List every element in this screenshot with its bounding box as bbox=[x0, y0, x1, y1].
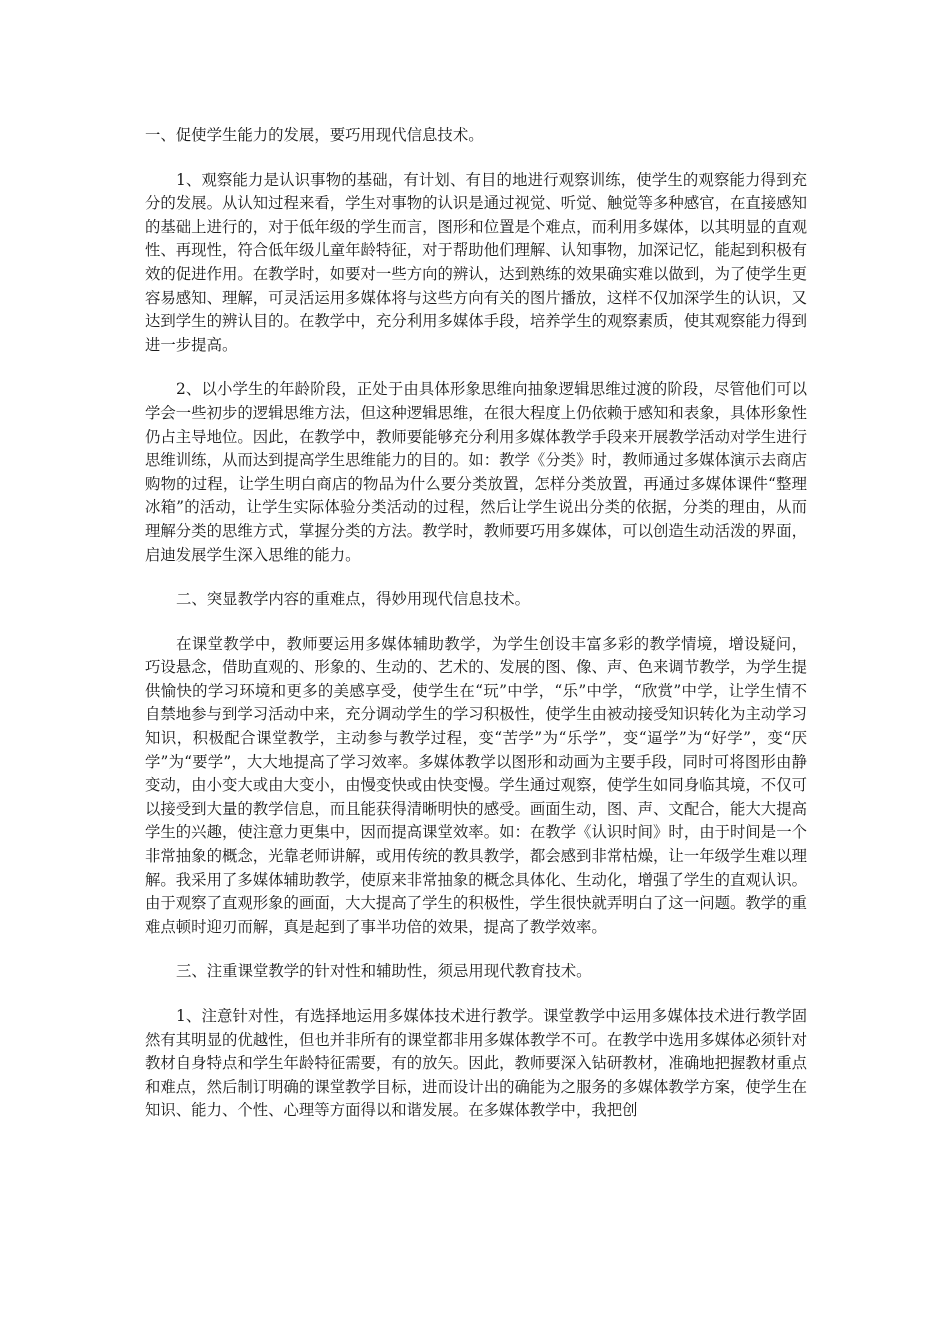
section-2-heading: 二、突显教学内容的重难点，得妙用现代信息技术。 bbox=[176, 590, 530, 609]
section-1-heading: 一、促使学生能力的发展，要巧用现代信息技术。 bbox=[145, 126, 484, 144]
section-3-heading: 三、注重课堂教学的针对性和辅助性，须忌用现代教育技术。 bbox=[176, 962, 592, 981]
section-3-paragraph-1: 1、注意针对性，有选择地运用多媒体技术进行教学。课堂教学中运用多媒体技术进行教学固然有其明显的优越性，但也并非所有的课堂都非用多媒体教学不可。在教学中选用多媒体必须针对教材自身特点和学生年龄特征需要，有的放矢。因此，教师要深入钻研教材，准确地把握教材重点和难点，然后制订明确的课堂教学目标，进而设计出的确能为之服务的多媒体教学方案，使学生在知识、能力、个性、心理等方面得以和谐发展。在多媒体教学中，我把创 bbox=[145, 1007, 807, 1120]
section-1-paragraph-1: 1、观察能力是认识事物的基础，有计划、有目的地进行观察训练，使学生的观察能力得到充分的发展。从认知过程来看，学生对事物的认识是通过视觉、听觉、触觉等多种感官，在直接感知的基础上进行的，对于低年级的学生而言，图形和位置是个难点，而利用多媒体，以其明显的直观性、再现性，符合低年级儿童年龄特征，对于帮助他们理解、认知事物，加深记忆，能起到积极有效的促进作用。在教学时，如要对一些方向的辨认，达到熟练的效果确实难以做到，为了使学生更容易感知、理解，可灵活运用多媒体将与这些方向有关的图片播放，这样不仅加深学生的认识，又达到学生的辨认目的。在教学中，充分利用多媒体手段，培养学生的观察素质，使其观察能力得到进一步提高。 bbox=[145, 170, 807, 354]
section-1-paragraph-2: 2、以小学生的年龄阶段，正处于由具体形象思维向抽象逻辑思维过渡的阶段，尽管他们可以学会一些初步的逻辑思维方法，但这种逻辑思维，在很大程度上仍依赖于感知和表象，具体形象性仍占主导地位。因此，在教学中，教师要能够充分利用多媒体教学手段来开展教学活动对学生进行思维训练，从而达到提高学生思维能力的目的。如：教学《分类》时，教师通过多媒体演示去商店购物的过程，让学生明白商店的物品为什么要分类放置，怎样分类放置，再通过多媒体课件“整理冰箱”的活动，让学生实际体验分类活动的过程，然后让学生说出分类的依据，分类的理由，从而理解分类的思维方式，掌握分类的方法。教学时，教师要巧用多媒体，可以创造生动活泼的界面，启迪发展学生深入思维的能力。 bbox=[145, 380, 807, 564]
section-2-paragraph-1: 在课堂教学中，教师要运用多媒体辅助教学，为学生创设丰富多彩的教学情境，增设疑问，巧设悬念，借助直观的、形象的、生动的、艺术的、发展的图、像、声、色来调节教学，为学生提供愉快的学习环境和更多的美感享受，使学生在“玩”中学，“乐”中学，“欣赏”中学，让学生情不自禁地参与到学习活动中来，充分调动学生的学习积极性，使学生由被动接受知识转化为主动学习知识，积极配合课堂教学，主动参与教学过程，变“苦学”为“乐学”，变“逼学”为“好学”，变“厌学”为“要学”，大大地提高了学习效率。多媒体教学以图形和动画为主要手段，同时可将图形由静变动，由小变大或由大变小，由慢变快或由快变慢。学生通过观察，使学生如同身临其境，不仅可以接受到大量的教学信息，而且能获得清晰明快的感受。画面生动，图、声、文配合，能大大提高学生的兴趣，使注意力更集中，因而提高课堂效率。如：在教学《认识时间》时，由于时间是一个非常抽象的概念，光靠老师讲解，或用传统的教具教学，都会感到非常枯燥，让一年级学生难以理解。我采用了多媒体辅助教学，使原来非常抽象的概念具体化、生动化，增强了学生的直观认识。由于观察了直观形象的画面，大大提高了学生的积极性，学生很快就弄明白了这一问题。教学的重难点顿时迎刃而解，真是起到了事半功倍的效果，提高了教学效率。 bbox=[145, 634, 807, 936]
document-page bbox=[145, 124, 807, 1144]
